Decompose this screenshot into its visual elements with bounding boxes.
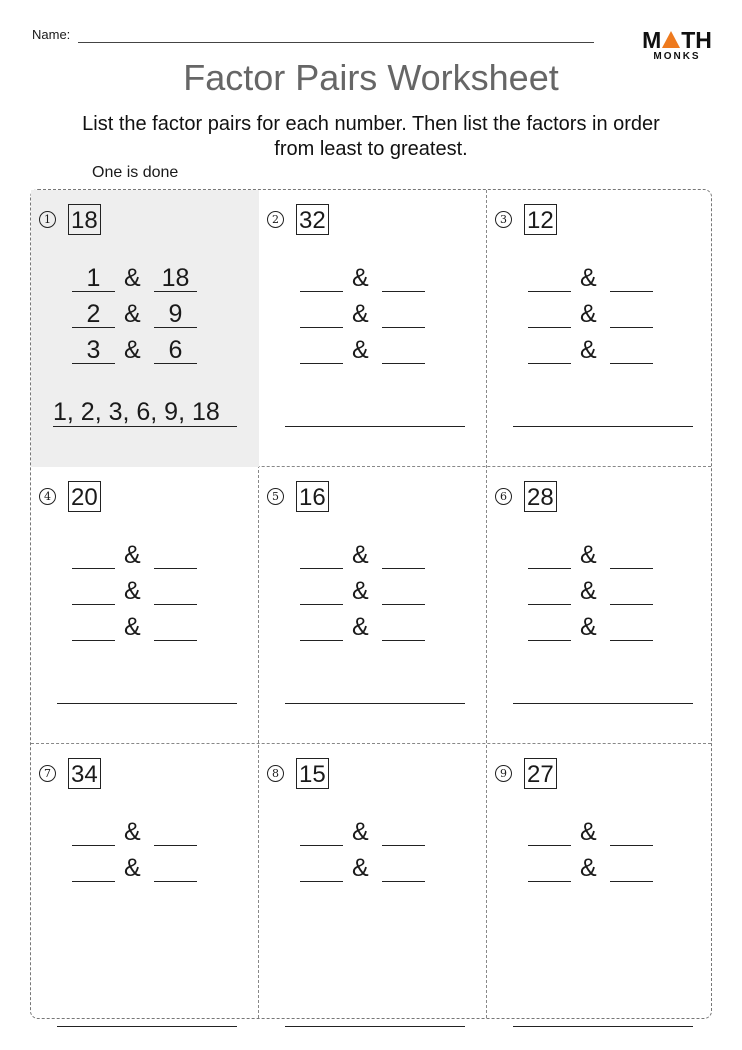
factor-pair-row bbox=[31, 819, 259, 849]
factor-blank[interactable] bbox=[300, 578, 343, 605]
factor-blank[interactable] bbox=[610, 337, 653, 364]
instructions: List the factor pairs for each number. Then list the factors in order from least to greatest. bbox=[82, 113, 660, 160]
factor-blank[interactable] bbox=[382, 819, 425, 846]
factor-blank[interactable] bbox=[610, 819, 653, 846]
factor-blank[interactable] bbox=[72, 819, 115, 846]
target-number: 12 bbox=[524, 204, 557, 235]
logo-subtitle: MONKS bbox=[653, 51, 701, 62]
problem-marker: 6 bbox=[495, 488, 512, 505]
factor-blank[interactable] bbox=[154, 578, 197, 605]
factor-blank[interactable] bbox=[528, 855, 571, 882]
ampersand: & bbox=[352, 336, 369, 364]
problem-cell-7 bbox=[31, 744, 259, 1021]
ampersand: & bbox=[352, 613, 369, 641]
target-number: 18 bbox=[68, 204, 101, 235]
target-number: 16 bbox=[296, 481, 329, 512]
factor-pair-row bbox=[259, 614, 487, 644]
problem-cell-6 bbox=[487, 467, 715, 744]
problem-marker: 1 bbox=[39, 211, 56, 228]
problem-cell-3 bbox=[487, 190, 715, 467]
problem-grid bbox=[30, 189, 712, 1019]
factor-blank[interactable] bbox=[528, 614, 571, 641]
problem-cell-8 bbox=[259, 744, 487, 1021]
ampersand: & bbox=[352, 577, 369, 605]
factor-pair-row bbox=[31, 542, 259, 572]
factor-blank[interactable] bbox=[154, 614, 197, 641]
factor-pair-row bbox=[487, 614, 715, 644]
ampersand: & bbox=[580, 300, 597, 328]
ampersand: & bbox=[124, 336, 141, 364]
factor-pair-row bbox=[259, 265, 487, 295]
problem-cell-4 bbox=[31, 467, 259, 744]
factor-blank[interactable] bbox=[382, 337, 425, 364]
factor-list-answer[interactable] bbox=[285, 400, 465, 427]
factor-blank[interactable] bbox=[382, 578, 425, 605]
ampersand: & bbox=[124, 854, 141, 882]
factor-pair-row bbox=[487, 578, 715, 608]
factor-blank[interactable] bbox=[382, 542, 425, 569]
factor-pair-row bbox=[259, 301, 487, 331]
factor-blank[interactable] bbox=[300, 855, 343, 882]
ampersand: & bbox=[580, 818, 597, 846]
ampersand: & bbox=[352, 300, 369, 328]
factor-blank[interactable] bbox=[610, 542, 653, 569]
ampersand: & bbox=[580, 854, 597, 882]
ampersand: & bbox=[580, 336, 597, 364]
factor-blank[interactable] bbox=[300, 301, 343, 328]
factor-blank[interactable] bbox=[382, 265, 425, 292]
ampersand: & bbox=[580, 541, 597, 569]
logo-wordmark: M TH bbox=[642, 27, 712, 53]
ampersand: & bbox=[580, 577, 597, 605]
factor-blank[interactable]: 2 bbox=[72, 301, 115, 328]
ampersand: & bbox=[352, 818, 369, 846]
factor-list-answer[interactable] bbox=[285, 1000, 465, 1027]
factor-blank[interactable] bbox=[154, 855, 197, 882]
problem-marker: 3 bbox=[495, 211, 512, 228]
ampersand: & bbox=[124, 541, 141, 569]
factor-blank[interactable] bbox=[72, 855, 115, 882]
factor-blank[interactable] bbox=[300, 819, 343, 846]
name-label: Name: bbox=[32, 27, 71, 42]
target-number: 28 bbox=[524, 481, 557, 512]
factor-blank[interactable] bbox=[610, 265, 653, 292]
factor-pair-row bbox=[487, 265, 715, 295]
ampersand: & bbox=[124, 613, 141, 641]
factor-blank[interactable] bbox=[610, 301, 653, 328]
factor-pair-row bbox=[487, 819, 715, 849]
factor-blank[interactable] bbox=[382, 614, 425, 641]
factor-pair-row bbox=[31, 337, 259, 367]
factor-blank[interactable] bbox=[300, 337, 343, 364]
ampersand: & bbox=[124, 818, 141, 846]
factor-pair-row bbox=[31, 614, 259, 644]
example-note: One is done bbox=[92, 164, 179, 181]
factor-list-answer[interactable] bbox=[57, 677, 237, 704]
problem-marker: 5 bbox=[267, 488, 284, 505]
factor-blank[interactable] bbox=[300, 542, 343, 569]
problem-cell-1 bbox=[31, 190, 259, 467]
factor-blank[interactable] bbox=[300, 265, 343, 292]
ampersand: & bbox=[124, 264, 141, 292]
factor-pair-row bbox=[259, 542, 487, 572]
factor-blank[interactable] bbox=[528, 301, 571, 328]
factor-list-answer[interactable]: 1, 2, 3, 6, 9, 18 bbox=[53, 400, 237, 427]
factor-list-answer[interactable] bbox=[513, 1000, 693, 1027]
factor-pair-row bbox=[31, 265, 259, 295]
factor-pair-row bbox=[487, 855, 715, 885]
factor-pair-row bbox=[31, 855, 259, 885]
factor-list-answer[interactable] bbox=[513, 677, 693, 704]
factor-pair-row bbox=[259, 819, 487, 849]
factor-blank[interactable] bbox=[528, 819, 571, 846]
factor-pair-row bbox=[31, 578, 259, 608]
factor-pair-row bbox=[487, 542, 715, 572]
factor-list-answer[interactable] bbox=[513, 400, 693, 427]
factor-blank[interactable] bbox=[610, 578, 653, 605]
factor-blank[interactable] bbox=[610, 855, 653, 882]
ampersand: & bbox=[352, 854, 369, 882]
factor-blank[interactable] bbox=[528, 265, 571, 292]
factor-blank[interactable] bbox=[610, 614, 653, 641]
problem-marker: 9 bbox=[495, 765, 512, 782]
factor-blank[interactable] bbox=[528, 578, 571, 605]
ampersand: & bbox=[124, 577, 141, 605]
factor-blank[interactable] bbox=[72, 542, 115, 569]
factor-blank[interactable] bbox=[382, 855, 425, 882]
problem-marker: 8 bbox=[267, 765, 284, 782]
target-number: 15 bbox=[296, 758, 329, 789]
factor-blank[interactable] bbox=[72, 614, 115, 641]
factor-pair-row bbox=[487, 337, 715, 367]
problem-marker: 7 bbox=[39, 765, 56, 782]
ampersand: & bbox=[352, 264, 369, 292]
target-number: 34 bbox=[68, 758, 101, 789]
factor-blank[interactable]: 18 bbox=[154, 265, 197, 292]
factor-blank[interactable] bbox=[528, 542, 571, 569]
factor-blank[interactable] bbox=[382, 301, 425, 328]
logo-triangle-icon bbox=[662, 31, 680, 48]
problem-marker: 4 bbox=[39, 488, 56, 505]
factor-blank[interactable]: 9 bbox=[154, 301, 197, 328]
ampersand: & bbox=[580, 264, 597, 292]
target-number: 20 bbox=[68, 481, 101, 512]
factor-blank[interactable]: 3 bbox=[72, 337, 115, 364]
factor-blank[interactable]: 6 bbox=[154, 337, 197, 364]
ampersand: & bbox=[352, 541, 369, 569]
factor-pair-row bbox=[259, 855, 487, 885]
factor-list-answer[interactable] bbox=[57, 1000, 237, 1027]
factor-pair-row bbox=[259, 337, 487, 367]
target-number: 32 bbox=[296, 204, 329, 235]
factor-blank[interactable] bbox=[72, 578, 115, 605]
name-field[interactable] bbox=[78, 42, 594, 43]
factor-blank[interactable] bbox=[528, 337, 571, 364]
factor-pair-row bbox=[259, 578, 487, 608]
problem-cell-9 bbox=[487, 744, 715, 1021]
factor-blank[interactable] bbox=[300, 614, 343, 641]
problem-marker: 2 bbox=[267, 211, 284, 228]
factor-pair-row bbox=[487, 301, 715, 331]
page-title: Factor Pairs Worksheet bbox=[183, 57, 559, 98]
problem-cell-2 bbox=[259, 190, 487, 467]
factor-pair-row bbox=[31, 301, 259, 331]
ampersand: & bbox=[580, 613, 597, 641]
factor-blank[interactable] bbox=[154, 819, 197, 846]
problem-cell-5 bbox=[259, 467, 487, 744]
ampersand: & bbox=[124, 300, 141, 328]
target-number: 27 bbox=[524, 758, 557, 789]
factor-blank[interactable] bbox=[154, 542, 197, 569]
factor-blank[interactable]: 1 bbox=[72, 265, 115, 292]
factor-list-answer[interactable] bbox=[285, 677, 465, 704]
